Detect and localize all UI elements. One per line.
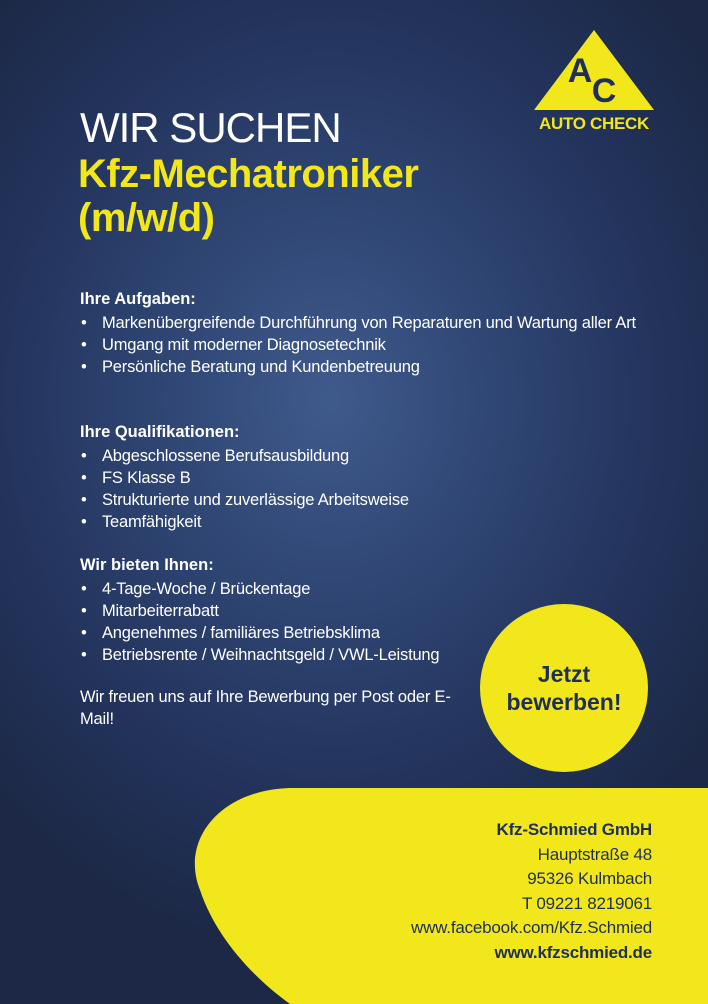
logo-letter-c: C (591, 72, 617, 110)
bullet-icon: • (81, 358, 87, 376)
closing-text: Wir freuen uns auf Ihre Bewerbung per Post oder E-Mail! (80, 688, 451, 728)
bullet-icon: • (81, 646, 87, 664)
list-item-text: Persönliche Beratung und Kundenbetreuung (102, 358, 420, 376)
bullet-icon: • (81, 314, 87, 332)
job-title: Kfz-Mechatroniker (m/w/d) (78, 152, 419, 240)
bullet-icon: • (81, 447, 87, 465)
bullet-icon: • (81, 602, 87, 620)
logo-brand-text: AUTO CHECK (538, 114, 650, 133)
logo-letter-a: A (567, 52, 593, 90)
list-item-text: 4-Tage-Woche / Brückentage (102, 580, 311, 598)
list-item-text: Strukturierte und zuverlässige Arbeitsweise (102, 491, 409, 509)
list-item-text: Mitarbeiterrabatt (102, 602, 219, 620)
company-name: Kfz-Schmied GmbH (496, 820, 652, 839)
list-item-text: Teamfähigkeit (102, 513, 202, 531)
bullet-icon: • (81, 491, 87, 509)
bullet-icon: • (81, 513, 87, 531)
qualifications-heading: Ihre Qualifikationen: (80, 423, 240, 441)
bullet-icon: • (81, 624, 87, 642)
bullet-icon: • (81, 469, 87, 487)
facebook-link[interactable]: www.facebook.com/Kfz.Schmied (411, 918, 652, 937)
list-item-text: Markenübergreifende Durchführung von Reparaturen und Wartung aller Art (102, 314, 636, 332)
phone-number: T 09221 8219061 (522, 893, 652, 913)
headline: WIR SUCHEN (80, 104, 341, 151)
apply-button-line-2: bewerben! (506, 689, 622, 715)
benefits-heading: Wir bieten Ihnen: (80, 556, 214, 574)
bullet-icon: • (81, 580, 87, 598)
list-item-text: Angenehmes / familiäres Betriebsklima (102, 624, 380, 642)
list-item-text: Betriebsrente / Weihnachtsgeld / VWL-Leistung (102, 646, 440, 664)
list-item-text: FS Klasse B (102, 469, 191, 487)
list-item-text: Umgang mit moderner Diagnosetechnik (102, 336, 386, 354)
bullet-icon: • (81, 336, 87, 354)
city-address: 95326 Kulmbach (527, 869, 652, 888)
street-address: Hauptstraße 48 (537, 844, 652, 864)
apply-button-line-1: Jetzt (537, 661, 591, 687)
list-item-text: Abgeschlossene Berufsausbildung (102, 447, 349, 465)
tasks-heading: Ihre Aufgaben: (80, 290, 196, 308)
contact-block (411, 818, 652, 965)
website-link[interactable]: www.kfzschmied.de (494, 942, 652, 962)
